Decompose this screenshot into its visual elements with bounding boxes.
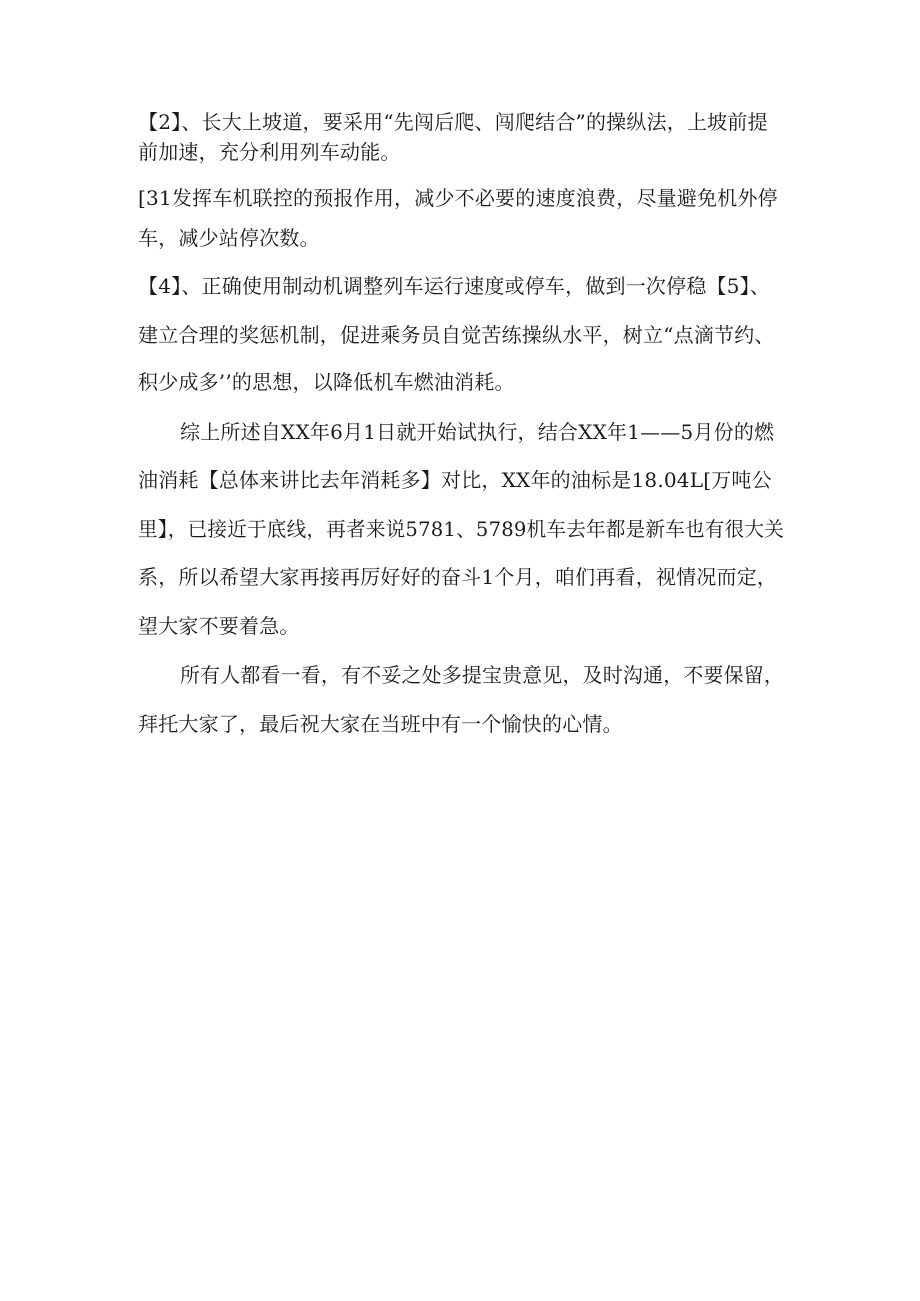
text-line-6: 建立合理的奖惩机制，促进乘务员自觉苦练操纵水平，树立“点滴节约、: [138, 323, 775, 347]
text-line-11: 系，所以希望大家再接再厉好好的奋斗1个月，咱们再看，视情况而定，: [138, 565, 778, 589]
text-line-2: 前加速，充分利用列车动能。: [138, 140, 401, 164]
text-line-12: 望大家不要着急。: [138, 614, 300, 638]
text-line-9: 油消耗【总体来讲比去年消耗多】对比，XX年的油标是18.04L[万吨公: [138, 468, 772, 492]
text-line-10: 里】，已接近于底线，再者来说5781、5789机车去年都是新车也有很大关: [138, 517, 785, 541]
text-line-1: 【2】、长大上坡道，要采用“先闯后爬、闯爬结合”的操纵法，上坡前提: [138, 110, 768, 134]
text-line-5: 【4】、正确使用制动机调整列车运行速度或停车，做到一次停稳【5】、: [138, 274, 771, 298]
text-line-4: 车，减少站停次数。: [138, 226, 320, 250]
text-line-13: 所有人都看一看，有不妥之处多提宝贵意见，及时沟通，不要保留，: [180, 663, 785, 687]
text-line-14: 拜托大家了，最后祝大家在当班中有一个愉快的心情。: [138, 712, 623, 736]
text-line-8: 综上所述自XX年6月1日就开始试执行，结合XX年1——5月份的燃: [180, 420, 775, 444]
text-line-7: 积少成多’’的思想，以降低机车燃油消耗。: [138, 370, 515, 394]
text-line-3: [31发挥车机联控的预报作用，减少不必要的速度浪费，尽量避免机外停: [138, 186, 778, 210]
